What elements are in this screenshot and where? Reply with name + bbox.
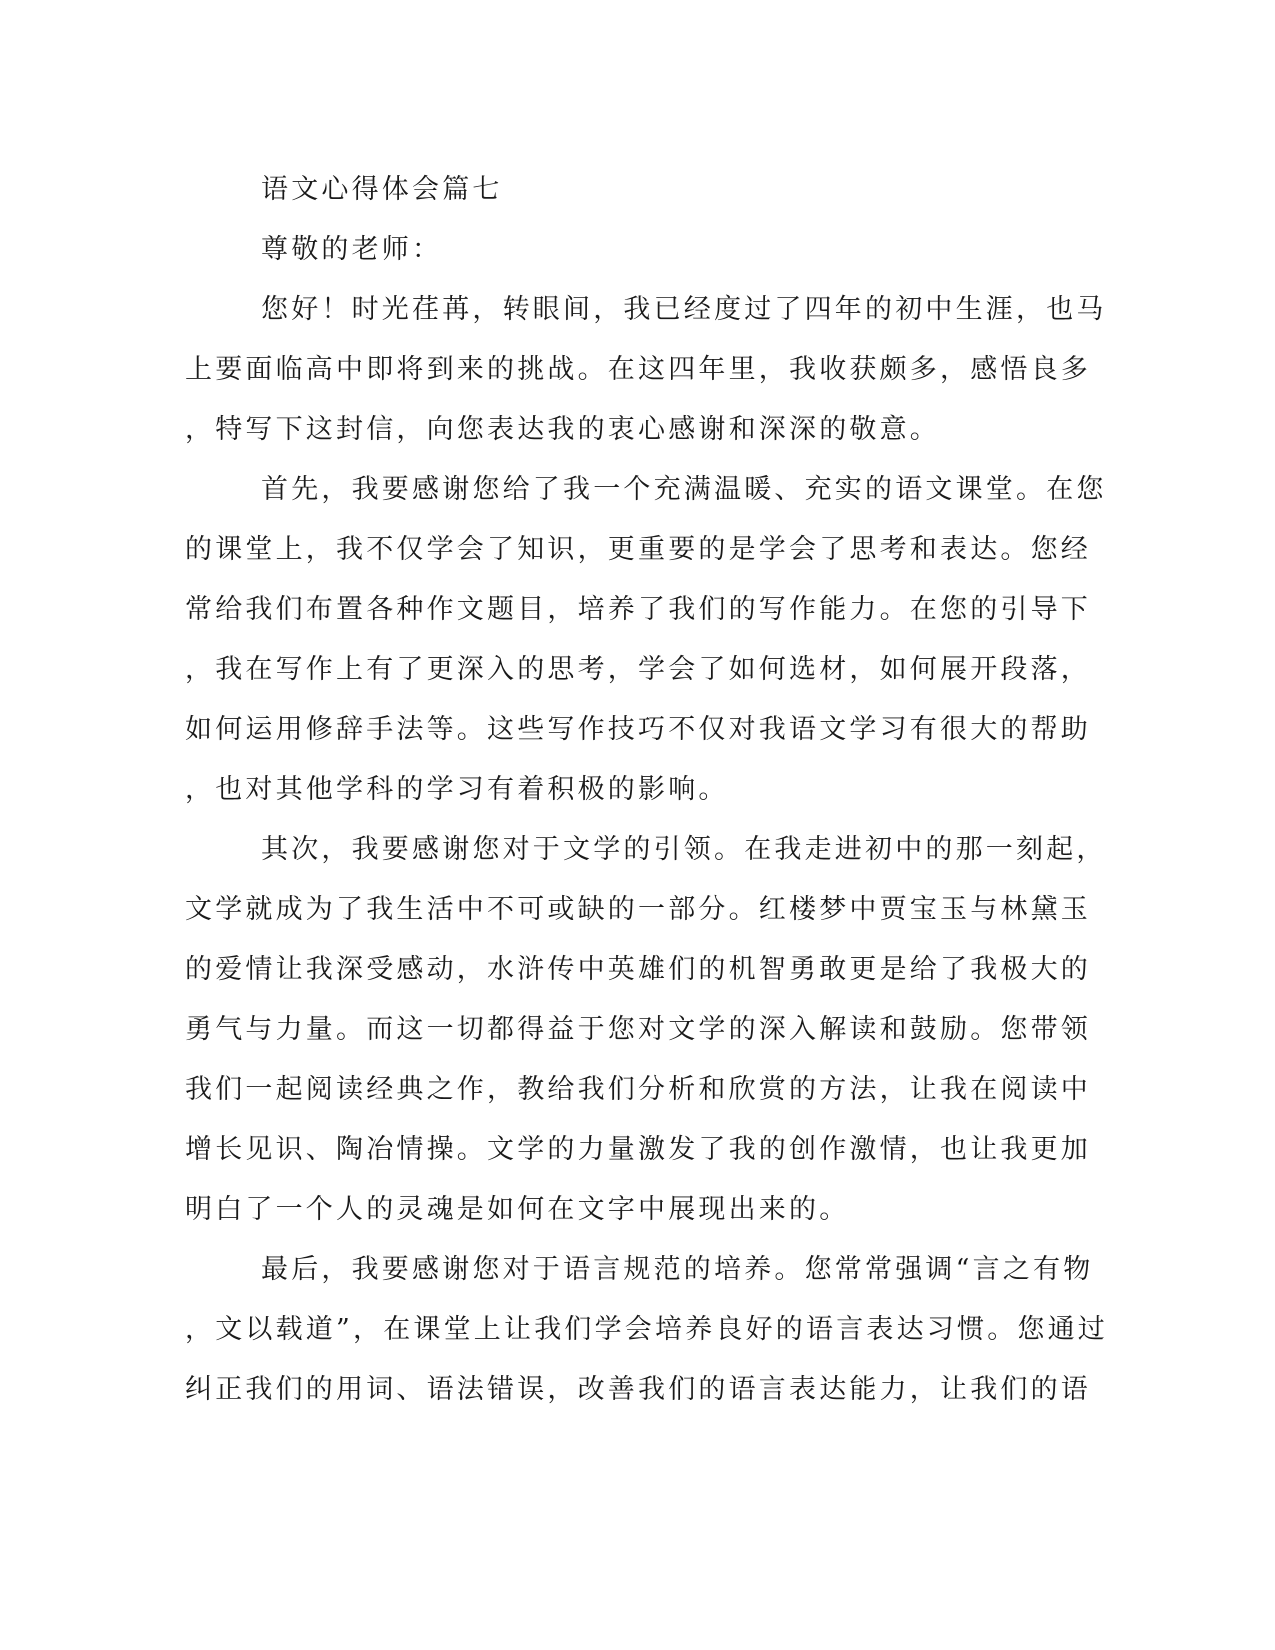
- text-line: ，文以载道”，在课堂上让我们学会培养良好的语言表达习惯。您通过: [185, 1314, 1109, 1345]
- text-line: 的课堂上，我不仅学会了知识，更重要的是学会了思考和表达。您经: [185, 534, 1091, 565]
- text-line: 文学就成为了我生活中不可或缺的一部分。红楼梦中贾宝玉与林黛玉: [185, 894, 1091, 925]
- text-line: ，我在写作上有了更深入的思考，学会了如何选材，如何展开段落，: [185, 654, 1091, 685]
- text-line: 纠正我们的用词、语法错误，改善我们的语言表达能力，让我们的语: [185, 1374, 1091, 1405]
- document-title: 语文心得体会篇七: [261, 174, 503, 205]
- text-line: 常给我们布置各种作文题目，培养了我们的写作能力。在您的引导下: [185, 594, 1091, 625]
- text-line: ，特写下这封信，向您表达我的衷心感谢和深深的敬意。: [185, 414, 940, 445]
- text-line: ，也对其他学科的学习有着积极的影响。: [185, 774, 729, 805]
- text-line: 其次，我要感谢您对于文学的引领。在我走进初中的那一刻起，: [261, 834, 1107, 865]
- text-line: 最后，我要感谢您对于语言规范的培养。您常常强调“言之有物: [261, 1254, 1094, 1285]
- text-line: 勇气与力量。而这一切都得益于您对文学的深入解读和鼓励。您带领: [185, 1014, 1091, 1045]
- text-line: 增长见识、陶冶情操。文学的力量激发了我的创作激情，也让我更加: [185, 1134, 1091, 1165]
- text-line: 首先，我要感谢您给了我一个充满温暖、充实的语文课堂。在您: [261, 474, 1107, 505]
- text-line: 您好！时光荏苒，转眼间，我已经度过了四年的初中生涯，也马: [261, 294, 1107, 325]
- text-line: 上要面临高中即将到来的挑战。在这四年里，我收获颇多，感悟良多: [185, 354, 1091, 385]
- document-body: [185, 160, 1109, 1420]
- text-line: 明白了一个人的灵魂是如何在文字中展现出来的。: [185, 1194, 850, 1225]
- text-line: 如何运用修辞手法等。这些写作技巧不仅对我语文学习有很大的帮助: [185, 714, 1091, 745]
- text-line: 的爱情让我深受感动，水浒传中英雄们的机智勇敢更是给了我极大的: [185, 954, 1091, 985]
- salutation: 尊敬的老师：: [261, 234, 443, 265]
- text-line: 我们一起阅读经典之作，教给我们分析和欣赏的方法，让我在阅读中: [185, 1074, 1091, 1105]
